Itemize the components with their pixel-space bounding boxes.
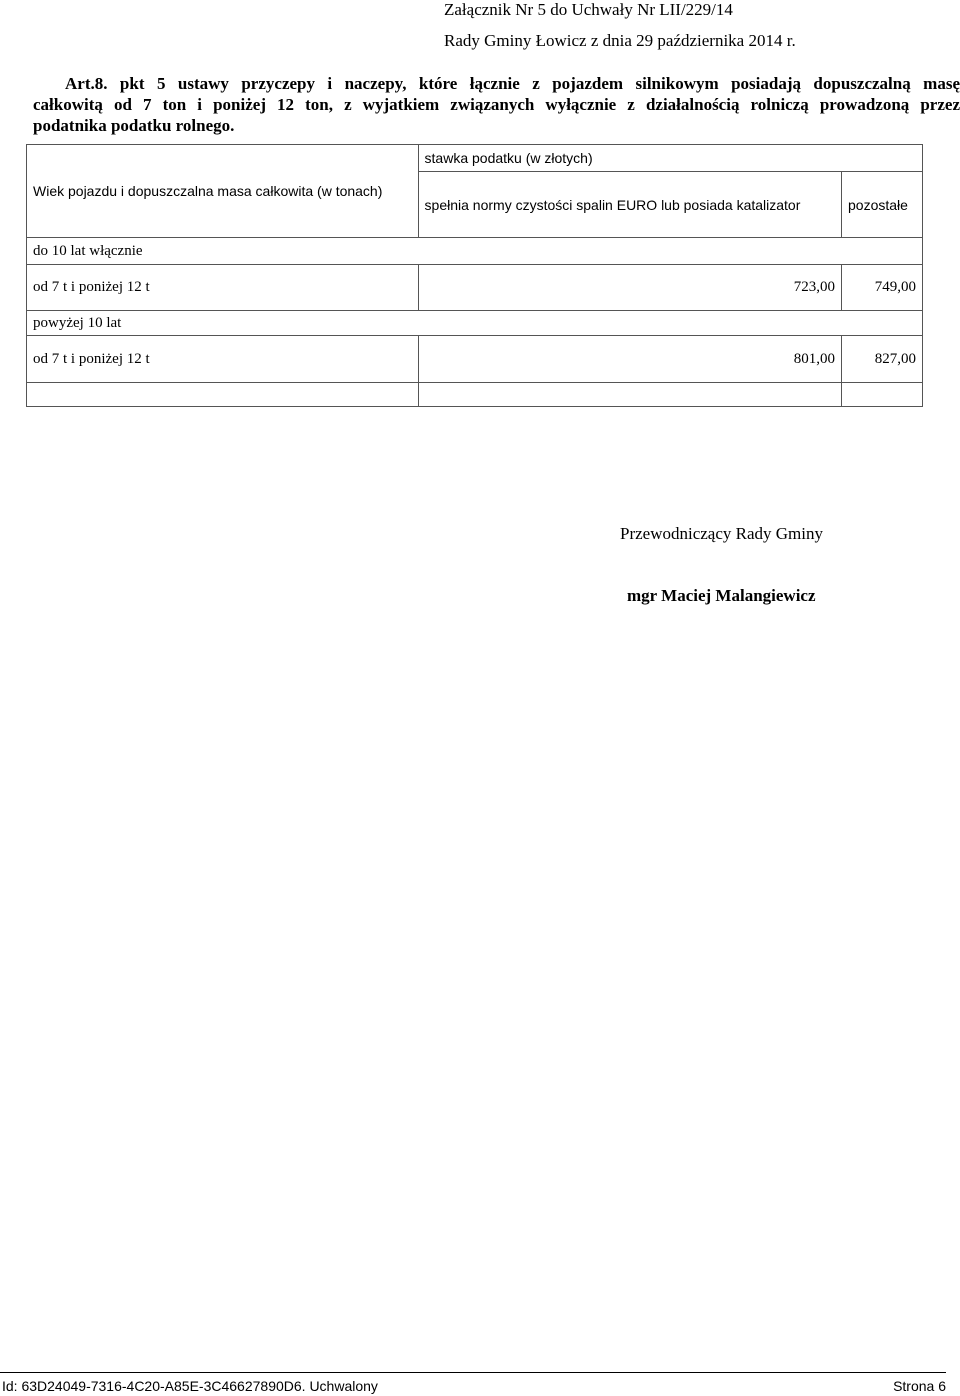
intro-line-3-text: podatnika podatku rolnego. [33,116,235,135]
empty-cell [27,383,419,407]
empty-cell [842,383,923,407]
table-row [27,336,923,383]
rate-other: 827,00 [842,336,923,383]
article-number: Art.8. [65,74,108,93]
col-header-tax-rate: stawka podatku (w złotych) [418,145,922,172]
table-row [27,265,923,311]
section-label: do 10 lat włącznie [27,238,923,265]
annex-subtitle: Rady Gminy Łowicz z dnia 29 października 2014 r. [444,31,796,50]
tax-rate-table [26,144,923,407]
signatory-title: Przewodniczący Rady Gminy [620,524,823,543]
col-header-vehicle-age: Wiek pojazdu i dopuszczalna masa całkowita (w tonach) [27,145,419,238]
table-row [27,238,923,265]
document-id: Id: 63D24049-7316-4C20-A85E-3C46627890D6. Uchwalony [2,1378,378,1394]
rate-other: 749,00 [842,265,923,311]
signatory-name: mgr Maciej Malangiewicz [627,586,816,605]
row-label: od 7 t i poniżej 12 t [27,265,419,311]
col-header-other: pozostałe [842,172,923,238]
page-footer [0,1372,946,1394]
intro-line-1-text: pkt 5 ustawy przyczepy i naczepy, które łącznie z pojazdem silnikowym posiadają dopuszczalną masę [107,74,960,93]
table-row [27,311,923,336]
section-label: powyżej 10 lat [27,311,923,336]
rate-euro: 801,00 [418,336,841,383]
intro-paragraph [33,73,960,136]
intro-line-2 [33,94,960,115]
intro-line-3 [33,115,960,136]
intro-line-2-text: całkowitą od 7 ton i poniżej 12 ton, z wyjatkiem związanych wyłącznie z działalnością rolniczą prowadzoną przez [33,95,960,114]
empty-cell [418,383,841,407]
rate-euro: 723,00 [418,265,841,311]
table-row-empty [27,383,923,407]
col-header-euro: spełnia normy czystości spalin EURO lub posiada katalizator [418,172,841,238]
row-label: od 7 t i poniżej 12 t [27,336,419,383]
intro-line-1 [33,73,960,94]
annex-title: Załącznik Nr 5 do Uchwały Nr LII/229/14 [444,0,733,19]
page-number: Strona 6 [893,1378,946,1394]
